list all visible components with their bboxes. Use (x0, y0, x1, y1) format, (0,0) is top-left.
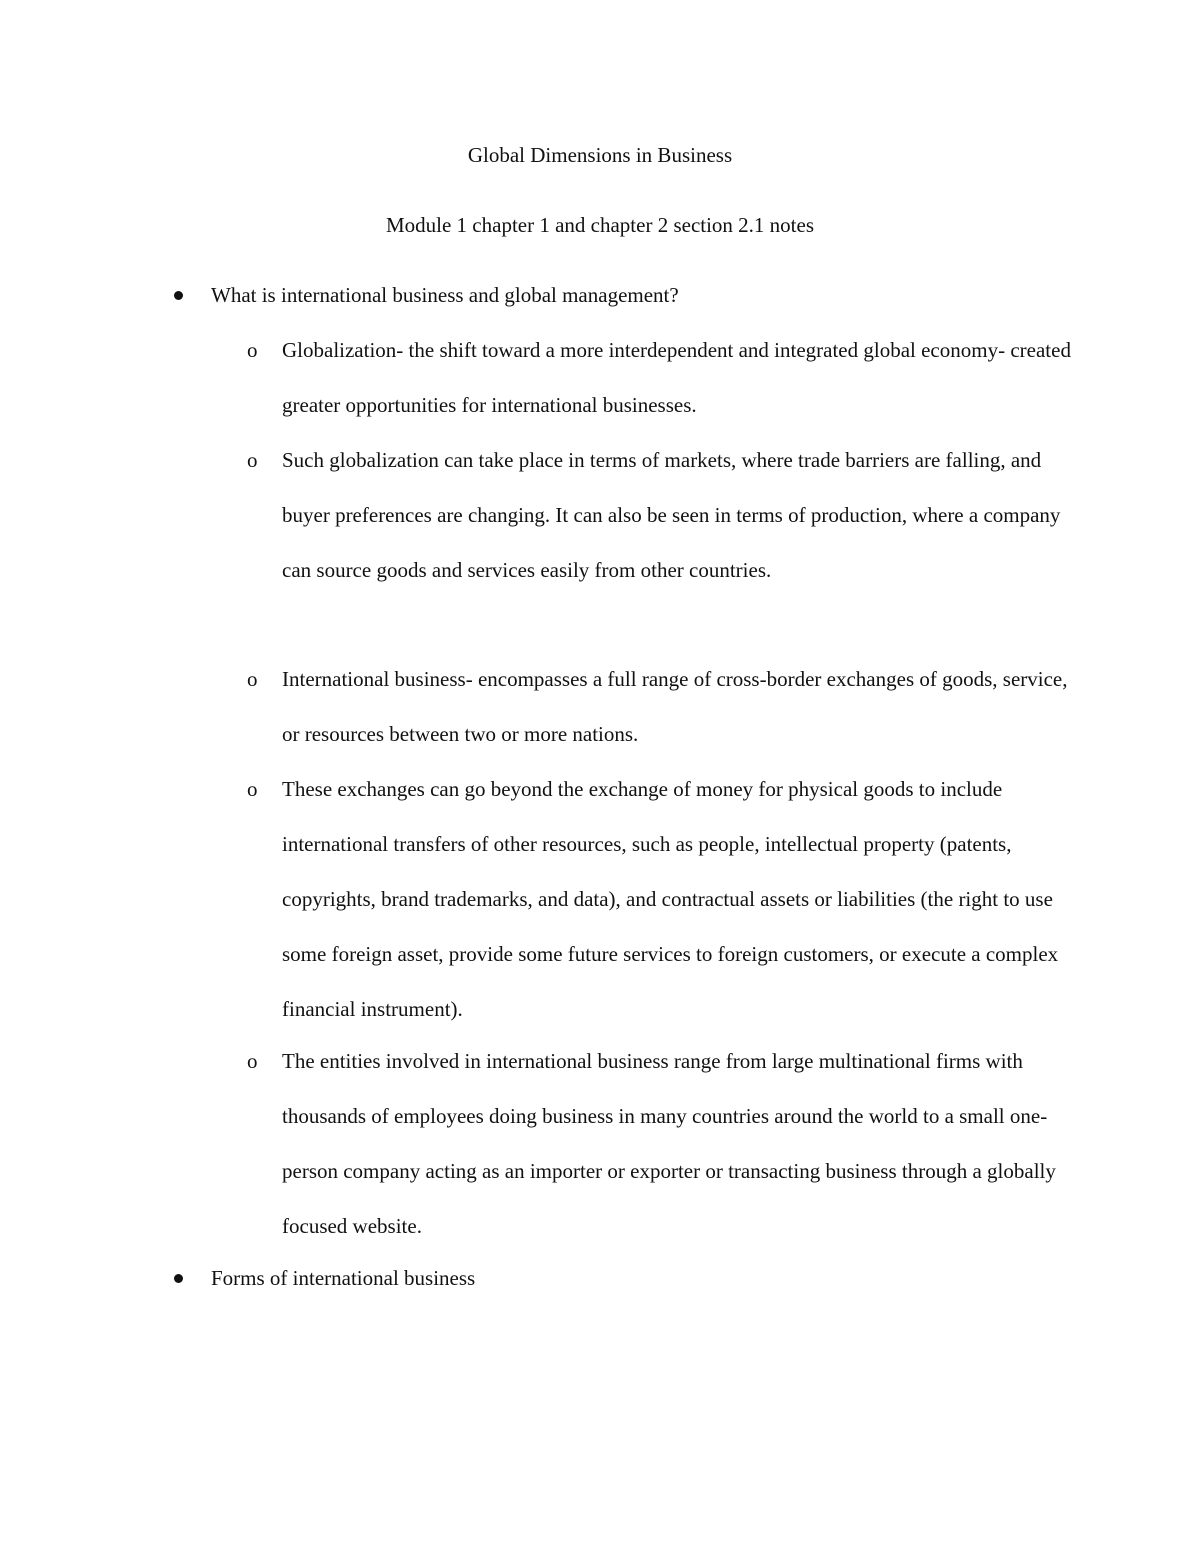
sub-item-text: These exchanges can go beyond the exchange of money for physical goods to include international transfers of other resources, such as people, intellectual property (patents, copyrights, brand trademarks, and data), and contractual assets or liabilities (the right to use some foreign asset, provide some future services to foreign customers, or execute a complex financial instrument). (282, 777, 1059, 1021)
bullet-dot-icon (174, 1274, 183, 1283)
bullet-text: What is international business and global management? (211, 283, 679, 307)
bullet-dot-icon (174, 291, 183, 300)
sub-item-text: Such globalization can take place in terms of markets, where trade barriers are falling, and buyer preferences are changing. It can also be seen in terms of production, where a company can source goods and services easily from other countries. (282, 448, 1061, 582)
sub-marker: o (247, 338, 258, 362)
sub-marker: o (247, 667, 258, 691)
sub-marker: o (247, 1049, 258, 1073)
sub-item-text: International business- encompasses a full range of cross-border exchanges of goods, service, or resources between two or more nations. (282, 667, 1068, 746)
document-subtitle: Module 1 chapter 1 and chapter 2 section 2.1 notes (385, 213, 815, 237)
bullet-text: Forms of international business (211, 1266, 476, 1290)
sub-item-text: The entities involved in international business range from large multinational firms with thousands of employees doing business in many countries around the world to a small one-person company acting as an importer or exporter or transacting business through a globally focused website. (282, 1049, 1056, 1238)
document-title: Global Dimensions in Business (467, 143, 733, 167)
sub-item-text: Globalization- the shift toward a more interdependent and integrated global economy- created greater opportunities for international businesses. (282, 338, 1071, 417)
sub-marker: o (247, 448, 258, 472)
sub-marker: o (247, 777, 258, 801)
